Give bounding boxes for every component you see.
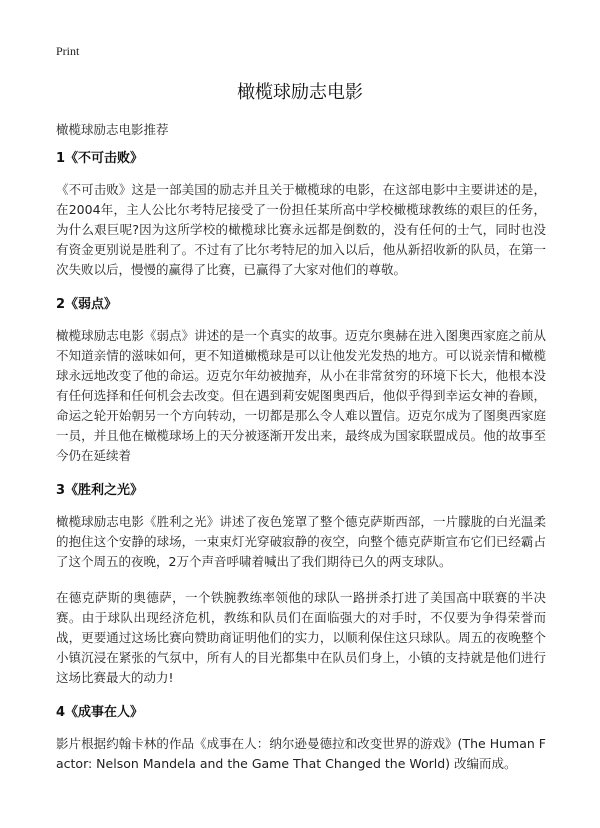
- print-link[interactable]: Print: [56, 44, 80, 58]
- page-title: 橄榄球励志电影: [237, 82, 363, 103]
- section-paragraph: 橄榄球励志电影《胜利之光》讲述了夜色笼罩了整个德克萨斯西部，一片朦胧的白光温柔的抱住这个安静的球场，一束束灯光穿破寂静的夜空，向整个德克萨斯宣布它们已经霸占了这个周五的夜晚，2万个声音呼啸着喊出了我们期待已久的两支球队。: [56, 514, 546, 569]
- section-paragraph: 影片根据约翰卡林的作品《成事在人：纳尔逊曼德拉和改变世界的游戏》(The Human Factor: Nelson Mandela and the Game That Changed the World) 改编而成。: [56, 736, 546, 771]
- section-heading: 1《不可击败》: [56, 151, 144, 166]
- section-heading: 3《胜利之光》: [56, 483, 144, 498]
- page-subtitle: 橄榄球励志电影推荐: [56, 122, 169, 137]
- section-3: [56, 482, 546, 688]
- section-heading: 4《成事在人》: [56, 705, 144, 720]
- section-2: [56, 296, 546, 466]
- section-1: [56, 150, 546, 280]
- article-content: [56, 150, 546, 774]
- section-4: [56, 704, 546, 774]
- section-paragraph: 《不可击败》这是一部美国的励志并且关于橄榄球的电影，在这部电影中主要讲述的是，在2004年，主人公比尔考特尼接受了一份担任某所高中学校橄榄球教练的艰巨的任务，为什么艰巨呢?因为这所学校的橄榄球比赛永远都是倒数的，没有任何的士气，同时也没有资金更别说是胜利了。不过有了比尔考特尼的加入以后，他从新招收新的队员，在第一次失败以后，慢慢的赢得了比赛，已赢得了大家对他们的尊敬。: [56, 182, 546, 277]
- section-heading: 2《弱点》: [56, 297, 118, 312]
- section-paragraph: 橄榄球励志电影《弱点》讲述的是一个真实的故事。迈克尔奥赫在进入图奥西家庭之前从不知道亲情的滋味如何，更不知道橄榄球是可以让他发光发热的地方。可以说亲情和橄榄球永远地改变了他的命运。迈克尔年幼被抛弃，从小在非常贫穷的环境下长大，他根本没有任何选择和任何机会去改变。但在遇到莉安妮图奥西后，他似乎得到幸运女神的眷顾，命运之轮开始朝另一个方向转动，一切都是那么令人难以置信。迈克尔成为了图奥西家庭一员，并且他在橄榄球场上的天分被逐渐开发出来，最终成为国家联盟成员。他的故事至今仍在延续着: [56, 328, 546, 463]
- section-paragraph: 在德克萨斯的奥德萨，一个铁腕教练率领他的球队一路拼杀打进了美国高中联赛的半决赛。由于球队出现经济危机，教练和队员们在面临强大的对手时，不仅要为争得荣誉而战，更要通过这场比赛向赞助商证明他们的实力，以顺利保住这只球队。周五的夜晚整个小镇沉浸在紧张的气氛中，所有人的目光都集中在队员们身上，小镇的支持就是他们进行这场比赛最大的动力!: [56, 590, 546, 685]
